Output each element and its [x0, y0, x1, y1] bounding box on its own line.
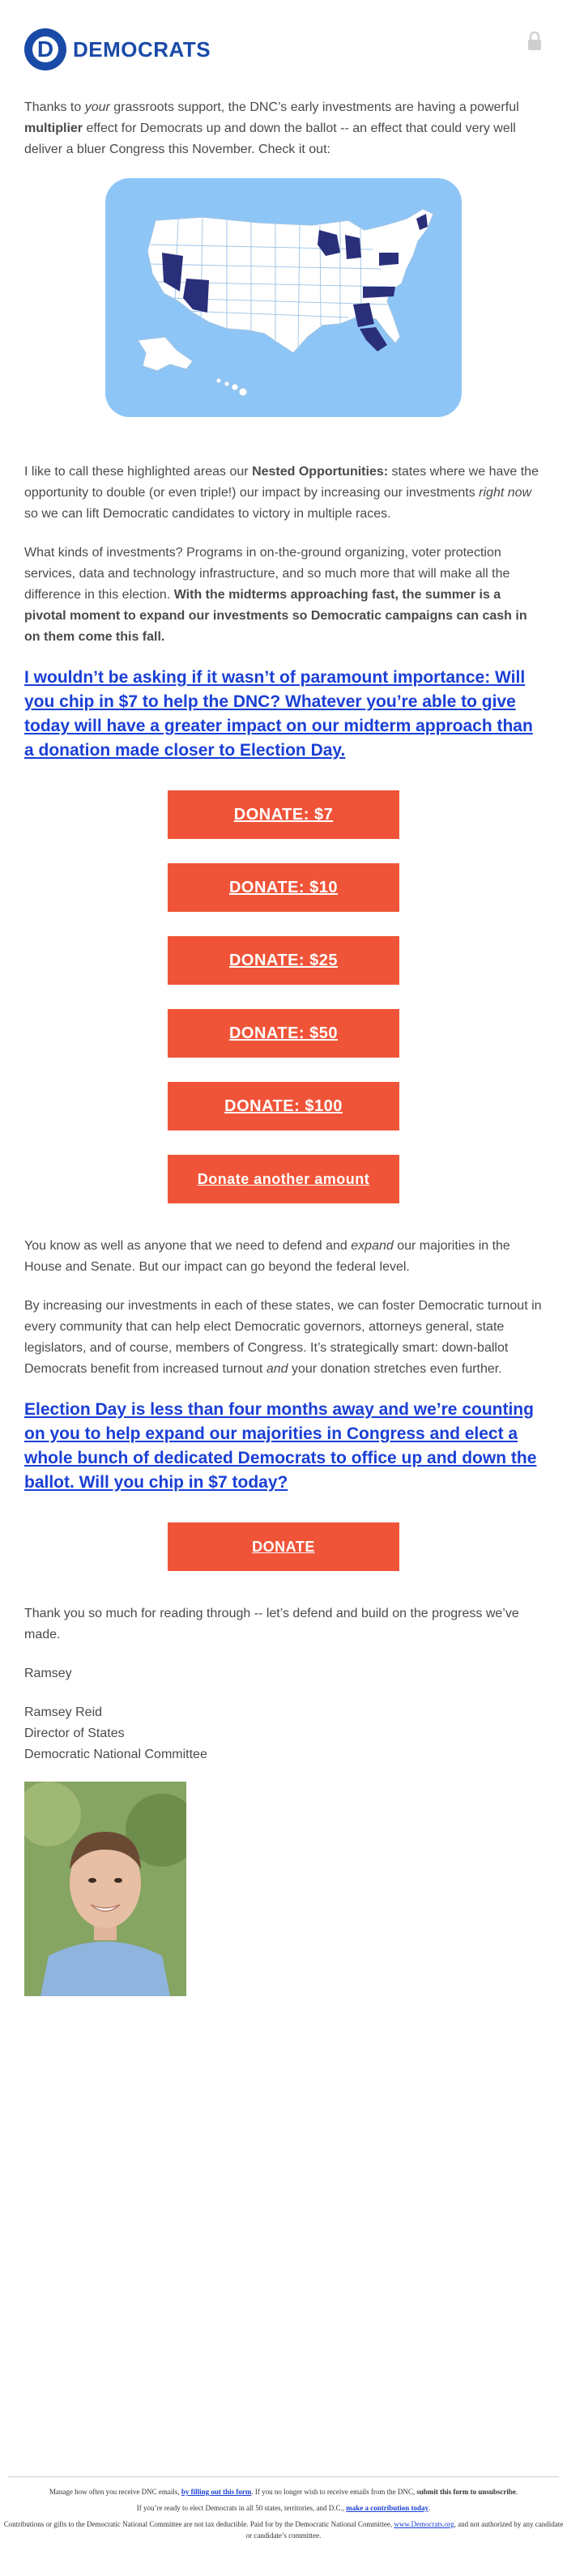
text-run: your — [84, 100, 110, 114]
cta-link-chip-in[interactable]: I wouldn’t be asking if it wasn’t of paramount importance: Will you chip in $7 to help the DNC? Whatever you’re able to give today will have a greater impact on our midterm approach than a donation made closer to Election Day. — [24, 668, 533, 760]
brand-name: DEMOCRATS — [73, 36, 211, 62]
contribute-link[interactable]: make a contribution today — [346, 2504, 428, 2512]
footer-manage-line: Manage how often you receive DNC emails, by filling out this form. If you no longer wish to receive emails from the DNC, submit this form to unsubscribe. — [49, 2488, 518, 2496]
text-run: our majorities in the House and Senate. But our impact can go beyond the federal level. — [24, 1239, 510, 1274]
text-run: effect for Democrats up and down the ballot -- an effect that could very well deliver a bluer Congress this November. Check it out: — [24, 121, 516, 156]
donate-button[interactable]: DONATE — [168, 1522, 399, 1571]
democrats-org-link[interactable]: www.Democrats.org — [394, 2520, 454, 2528]
donate-100-button[interactable]: DONATE: $100 — [168, 1082, 399, 1130]
email-body — [24, 97, 543, 1996]
text-run: grassroots support, the DNC’s early investments are having a powerful — [109, 100, 519, 114]
donate-buttons — [24, 790, 543, 1203]
text-run: and — [266, 1362, 288, 1376]
intro-paragraph — [24, 97, 543, 160]
lock-icon — [526, 31, 543, 52]
text-run: right now — [479, 486, 532, 500]
text-run: your donation stretches even further. — [288, 1362, 502, 1376]
text-run: Nested Opportunities: — [252, 465, 389, 479]
democrats-logo[interactable] — [24, 28, 211, 70]
nested-opportunities-map — [24, 178, 543, 421]
investments-paragraph — [24, 543, 543, 648]
text-run: states where we have the opportunity to double (or even triple!) our impact by increasing our investments — [24, 465, 539, 500]
signer-photo — [24, 1782, 186, 1996]
michigan-state — [345, 235, 361, 259]
defend-expand-paragraph — [24, 1236, 543, 1278]
text-run: You know as well as anyone that we need to defend and — [24, 1239, 352, 1253]
cta-link-election-day[interactable]: Election Day is less than four months away and we’re counting on you to help expand our majorities in Congress and elect a whole bunch of dedicated Democrats to office up and down the ballot. Will you chip in $7 today? — [24, 1400, 537, 1492]
donate-other-amount-button[interactable]: Donate another amount — [168, 1155, 399, 1203]
text-run: multiplier — [24, 121, 83, 135]
donate-10-button[interactable]: DONATE: $10 — [168, 863, 399, 912]
us-map-icon — [105, 178, 462, 417]
text-run: I like to call these highlighted areas our — [24, 465, 253, 479]
text-run: expand — [351, 1239, 394, 1253]
text-run: With the midterms approaching fast, the summer is a pivotal moment to expand our investments so Democratic campaigns can cash in on them come this fall. — [24, 588, 527, 644]
email-footer — [0, 2486, 567, 2546]
footer-disclaimer-line: Contributions or gifts to the Democratic National Committee are not tax deductible. Paid for by the Democratic National Committee, www.Democrats.org, and not authorized by any candidate or candidate’s committee. — [3, 2520, 564, 2540]
donate-25-button[interactable]: DONATE: $25 — [168, 936, 399, 985]
text-run: so we can lift Democratic candidates to victory in multiple races. — [24, 507, 391, 521]
signer-name: Ramsey Reid — [24, 1705, 103, 1719]
text-run: Thanks to — [24, 100, 85, 114]
nested-opportunities-paragraph — [24, 462, 543, 525]
signature-block — [24, 1702, 543, 1765]
manage-emails-link[interactable]: by filling out this form — [181, 2488, 252, 2496]
florida-state — [360, 327, 387, 351]
footer-contribute-line: If you’re ready to elect Democrats in all 50 states, territories, and D.C., make a contribution today. — [136, 2504, 431, 2512]
text-run: What kinds of investments? Programs in on-the-ground organizing, voter protection services, data and technology infrastructure, and so much more that will make all the difference in this election. — [24, 546, 510, 602]
text-run: Thank you so much for reading through -- let’s defend and build on the progress we’ve made. — [24, 1607, 519, 1641]
thank-you-paragraph — [24, 1603, 543, 1646]
signer-title: Director of States — [24, 1727, 125, 1740]
north-carolina-state — [363, 287, 395, 298]
pennsylvania-state — [379, 253, 399, 266]
signoff-first-name: Ramsey — [24, 1667, 72, 1680]
email-header — [0, 0, 567, 89]
d-circle-icon: D — [24, 28, 66, 70]
down-ballot-paragraph — [24, 1296, 543, 1380]
text-run: By increasing our investments in each of these states, we can foster Democratic turnout in every community that can help elect Democratic governors, attorneys general, state legislators, and of course, members of Congress. It’s strategically smart: down-ballot Democrats benefit from increased turnout — [24, 1299, 542, 1376]
signer-org: Democratic National Committee — [24, 1748, 207, 1761]
donate-7-button[interactable]: DONATE: $7 — [168, 790, 399, 839]
footer-divider — [8, 2476, 559, 2477]
unsubscribe-link[interactable]: submit this form to unsubscribe — [416, 2488, 516, 2496]
donate-50-button[interactable]: DONATE: $50 — [168, 1009, 399, 1058]
map-background — [105, 178, 462, 417]
